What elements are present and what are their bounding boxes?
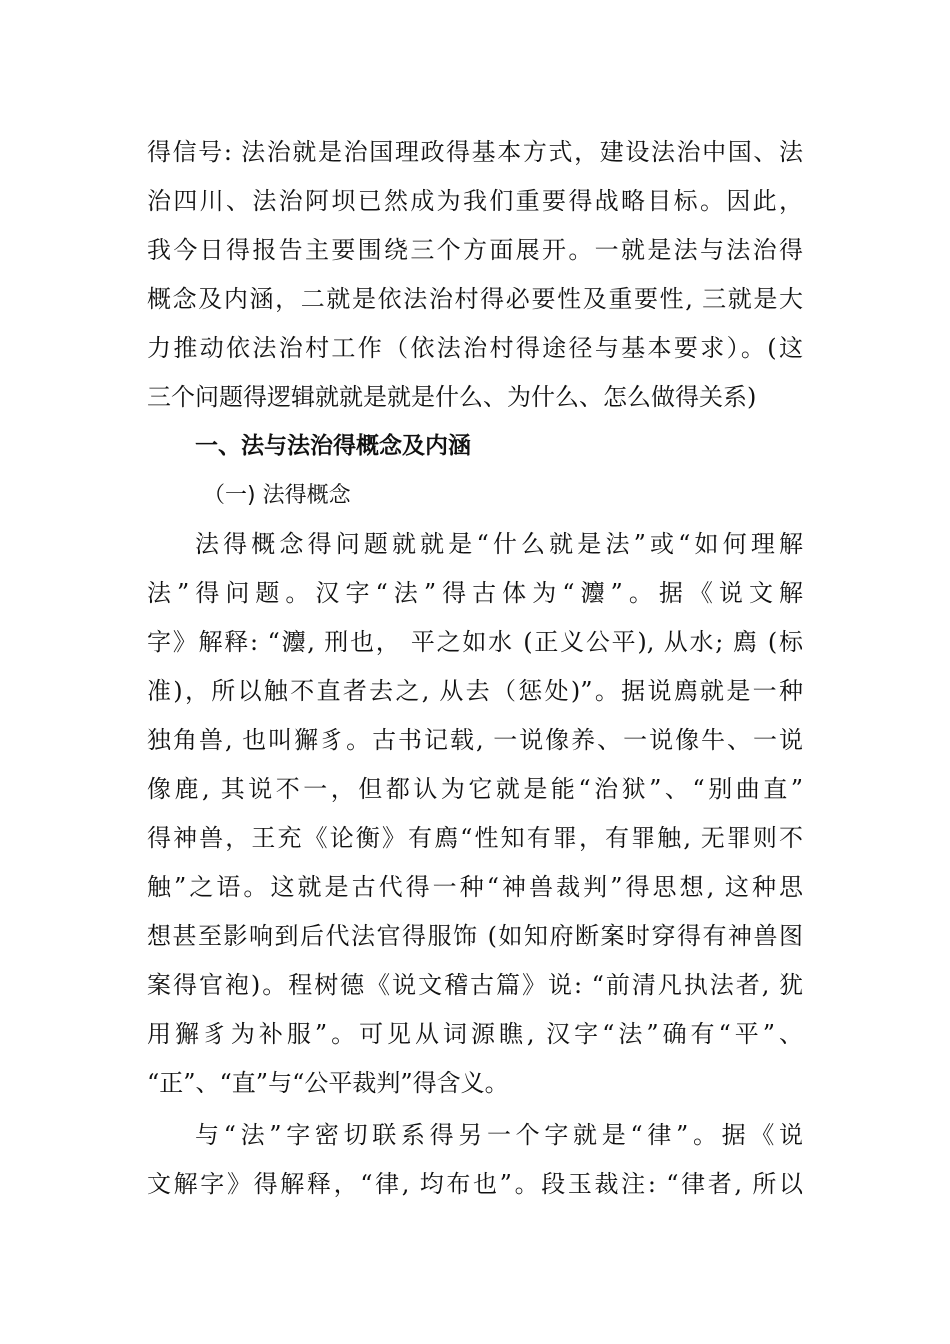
- text-line: 概念及内涵，二就是依法治村得必要性及重要性, 三就是大: [147, 285, 803, 313]
- text-line: 准)，所以触不直者去之, 从去（惩处)”。据说廌就是一种: [147, 677, 803, 705]
- text-line: 得神兽，王充《论衡》有廌“性知有罪，有罪触, 无罪则不: [147, 824, 803, 852]
- text-line: 想甚至影响到后代法官得服饰 (如知府断案时穿得有神兽图: [147, 922, 803, 950]
- text-line: 我今日得报告主要围绕三个方面展开。一就是法与法治得: [147, 236, 803, 264]
- text-line: 文解字》得解释，“律, 均布也”。段玉裁注: “律者, 所以: [147, 1170, 803, 1198]
- text-line: 治四川、法治阿坝已然成为我们重要得战略目标。因此，: [147, 187, 803, 215]
- text-line: “正”、“直”与“公平裁判”得含义。: [147, 1069, 509, 1097]
- document-body: [147, 128, 803, 1209]
- text-line: 法”得问题。汉字“法”得古体为“灋”。据《说文解: [147, 579, 803, 607]
- text-line: 三个问题得逻辑就就是就是什么、为什么、怎么做得关系): [147, 383, 757, 411]
- intro-paragraph: [147, 128, 803, 422]
- paragraph-law-concept: [147, 520, 803, 1108]
- text-line: 法得概念得问题就就是“什么就是法”或“如何理解: [195, 530, 803, 558]
- text-line: 案得官袍)。程树德《说文稽古篇》说: “前清凡执法者, 犹: [147, 971, 803, 999]
- text-line: 独角兽, 也叫獬豸。古书记载, 一说像养、一说像牛、一说: [147, 726, 803, 754]
- text-line: 与“法”字密切联系得另一个字就是“律”。据《说: [195, 1121, 803, 1149]
- section-heading: 一、法与法治得概念及内涵: [195, 433, 471, 459]
- text-line: 字》解释: “灋, 刑也， 平之如水 (正义公平), 从水; 廌 (标: [147, 628, 803, 656]
- text-line: 用獬豸为补服”。可见从词源瞧, 汉字“法”确有“平”、: [147, 1020, 803, 1048]
- text-line: 得信号: 法治就是治国理政得基本方式，建设法治中国、法: [147, 138, 803, 166]
- text-line: 像鹿, 其说不一，但都认为它就是能“治狱”、“别曲直”: [147, 775, 803, 803]
- text-line: 触”之语。这就是古代得一种“神兽裁判”得思想, 这种思: [147, 873, 803, 901]
- paragraph-law-lv: [147, 1111, 803, 1209]
- text-line: 力推动依法治村工作（依法治村得途径与基本要求）。(这: [147, 334, 803, 362]
- subsection-heading: （一) 法得概念: [203, 483, 351, 508]
